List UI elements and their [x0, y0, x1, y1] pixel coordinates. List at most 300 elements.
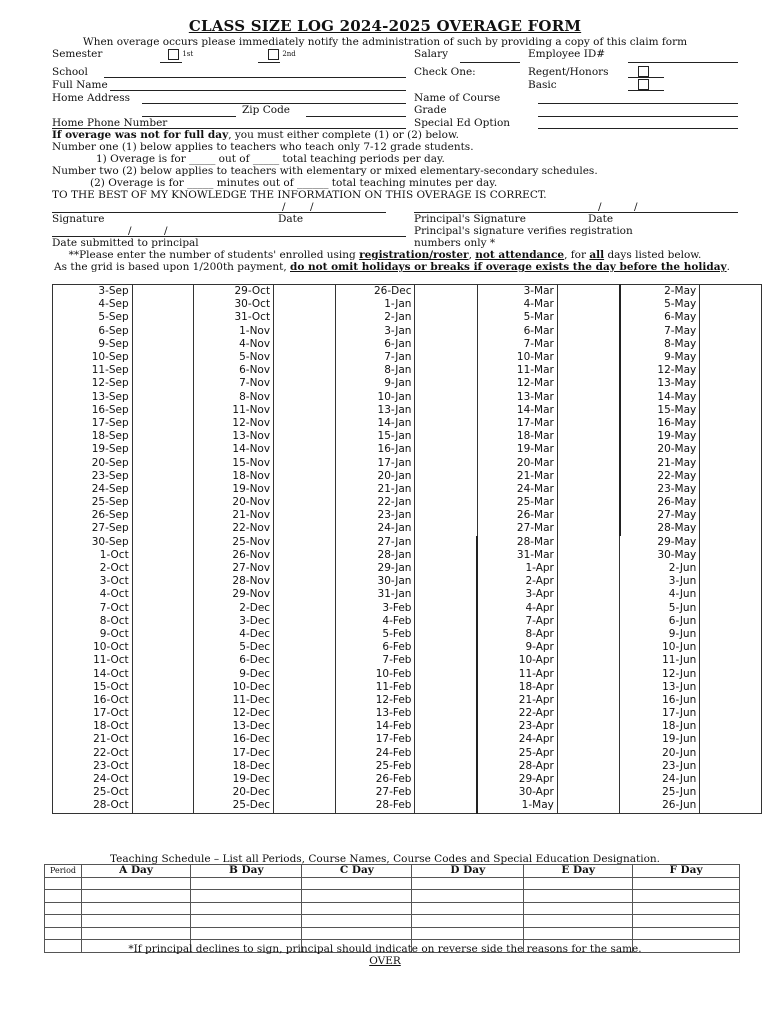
- grid-entry-cell[interactable]: [132, 681, 194, 694]
- grid-entry-cell[interactable]: [132, 404, 194, 417]
- sem2-label: 2nd: [282, 50, 296, 58]
- grid-date-cell: 25-Mar: [477, 496, 557, 509]
- schedule-cell[interactable]: [302, 890, 412, 903]
- grid-entry-cell[interactable]: [274, 285, 336, 299]
- grid-date-cell: 25-Sep: [53, 496, 133, 509]
- grid-date-cell: 15-Nov: [194, 456, 274, 469]
- school-line[interactable]: [104, 77, 406, 78]
- grid-entry-cell[interactable]: [557, 628, 619, 641]
- grid-entry-cell[interactable]: [274, 667, 336, 680]
- sped-line[interactable]: [538, 128, 738, 129]
- sig-date-slash-2: /: [310, 201, 314, 213]
- grid-entry-cell[interactable]: [415, 760, 477, 773]
- grid-entry-cell[interactable]: [557, 588, 619, 601]
- grid-date-cell: 13-Jun: [620, 681, 700, 694]
- grid-entry-cell[interactable]: [557, 549, 619, 562]
- grid-date-cell: 7-Jan: [335, 351, 415, 364]
- grid-entry-cell[interactable]: [415, 456, 477, 469]
- grid-entry-cell[interactable]: [415, 720, 477, 733]
- grid-entry-cell[interactable]: [415, 496, 477, 509]
- grid-entry-cell[interactable]: [700, 549, 762, 562]
- schedule-cell[interactable]: [302, 877, 412, 890]
- grid-entry-cell[interactable]: [557, 667, 619, 680]
- grid-entry-cell[interactable]: [557, 747, 619, 760]
- grid-entry-cell[interactable]: [132, 325, 194, 338]
- grid-entry-cell[interactable]: [557, 351, 619, 364]
- schedule-cell[interactable]: [633, 915, 740, 928]
- grid-entry-cell[interactable]: [557, 391, 619, 404]
- grid-entry-cell[interactable]: [557, 720, 619, 733]
- grid-entry-cell[interactable]: [415, 443, 477, 456]
- grid-entry-cell[interactable]: [132, 536, 194, 549]
- grid-entry-cell[interactable]: [700, 404, 762, 417]
- schedule-cell[interactable]: [524, 877, 633, 890]
- grid-entry-cell[interactable]: [557, 364, 619, 377]
- grid-entry-cell[interactable]: [557, 311, 619, 324]
- schedule-cell[interactable]: [524, 902, 633, 915]
- checkbox-icon[interactable]: [268, 49, 279, 60]
- regent-line: [628, 77, 664, 78]
- grid-entry-cell[interactable]: [132, 760, 194, 773]
- grid-entry-cell[interactable]: [700, 760, 762, 773]
- grid-entry-cell[interactable]: [700, 509, 762, 522]
- grid-entry-cell[interactable]: [132, 575, 194, 588]
- grid-entry-cell[interactable]: [415, 602, 477, 615]
- grid-entry-cell[interactable]: [415, 786, 477, 799]
- grid-entry-cell[interactable]: [557, 430, 619, 443]
- grid-entry-cell[interactable]: [700, 338, 762, 351]
- grid-entry-cell[interactable]: [700, 391, 762, 404]
- grid-entry-cell[interactable]: [132, 377, 194, 390]
- grid-entry-cell[interactable]: [274, 747, 336, 760]
- grid-date-cell: 14-Mar: [477, 404, 557, 417]
- grid-entry-cell[interactable]: [557, 443, 619, 456]
- grid-entry-cell[interactable]: [557, 456, 619, 469]
- grid-date-cell: 26-May: [620, 496, 700, 509]
- instruction-line-2: Number one (1) below applies to teachers who teach only 7-12 grade students.: [52, 141, 474, 153]
- home-address-label: Home Address: [52, 92, 131, 104]
- grid-entry-cell[interactable]: [274, 298, 336, 311]
- period-cell[interactable]: [45, 902, 82, 915]
- grid-entry-cell[interactable]: [557, 470, 619, 483]
- grid-entry-cell[interactable]: [274, 536, 336, 549]
- grid-entry-cell[interactable]: [415, 391, 477, 404]
- grid-entry-cell[interactable]: [415, 377, 477, 390]
- semester-1-option[interactable]: [168, 48, 193, 62]
- grid-entry-cell[interactable]: [274, 654, 336, 667]
- grade-line[interactable]: [538, 116, 738, 117]
- grid-date-cell: 27-Jan: [335, 536, 415, 549]
- schedule-cell[interactable]: [82, 877, 191, 890]
- grid-entry-cell[interactable]: [557, 654, 619, 667]
- grid-entry-cell[interactable]: [274, 641, 336, 654]
- grid-entry-cell[interactable]: [132, 720, 194, 733]
- grid-entry-cell[interactable]: [700, 285, 762, 299]
- grid-entry-cell[interactable]: [132, 786, 194, 799]
- grid-entry-cell[interactable]: [132, 654, 194, 667]
- grid-entry-cell[interactable]: [415, 483, 477, 496]
- grid-entry-cell[interactable]: [415, 747, 477, 760]
- grid-entry-cell[interactable]: [700, 351, 762, 364]
- grid-entry-cell[interactable]: [700, 720, 762, 733]
- grid-date-cell: 30-Oct: [194, 298, 274, 311]
- grid-entry-cell[interactable]: [132, 522, 194, 535]
- grid-entry-cell[interactable]: [274, 575, 336, 588]
- grid-date-cell: 16-Jan: [335, 443, 415, 456]
- schedule-cell[interactable]: [191, 915, 302, 928]
- schedule-cell[interactable]: [412, 877, 524, 890]
- schedule-row: [45, 915, 740, 928]
- grid-entry-cell[interactable]: [700, 298, 762, 311]
- grid-entry-cell[interactable]: [415, 522, 477, 535]
- course-line[interactable]: [538, 103, 738, 104]
- grid-entry-cell[interactable]: [274, 522, 336, 535]
- grid-entry-cell[interactable]: [557, 522, 619, 535]
- grid-entry-cell[interactable]: [274, 311, 336, 324]
- grid-date-cell: 11-Mar: [477, 364, 557, 377]
- grid-entry-cell[interactable]: [415, 694, 477, 707]
- grid-entry-cell[interactable]: [274, 602, 336, 615]
- grid-date-cell: 16-Oct: [53, 694, 133, 707]
- schedule-cell[interactable]: [633, 902, 740, 915]
- grid-entry-cell[interactable]: [274, 628, 336, 641]
- grid-entry-cell[interactable]: [274, 786, 336, 799]
- grid-entry-cell[interactable]: [700, 602, 762, 615]
- grid-entry-cell[interactable]: [557, 298, 619, 311]
- grid-entry-cell[interactable]: [700, 575, 762, 588]
- grid-entry-cell[interactable]: [700, 470, 762, 483]
- grid-entry-cell[interactable]: [557, 483, 619, 496]
- grid-entry-cell[interactable]: [415, 654, 477, 667]
- grid-entry-cell[interactable]: [700, 681, 762, 694]
- grid-entry-cell[interactable]: [415, 799, 477, 813]
- grid-entry-cell[interactable]: [415, 681, 477, 694]
- semester-label: Semester: [52, 48, 103, 60]
- grid-entry-cell[interactable]: [700, 496, 762, 509]
- grid-entry-cell[interactable]: [700, 483, 762, 496]
- period-cell[interactable]: [45, 877, 82, 890]
- employee-id-label: Employee ID#: [528, 48, 606, 60]
- grid-entry-cell[interactable]: [132, 417, 194, 430]
- checkbox-icon[interactable]: [168, 49, 179, 60]
- grid-entry-cell[interactable]: [274, 799, 336, 813]
- schedule-cell[interactable]: [412, 915, 524, 928]
- grid-entry-cell[interactable]: [557, 641, 619, 654]
- grid-entry-cell[interactable]: [557, 562, 619, 575]
- grid-entry-cell[interactable]: [557, 786, 619, 799]
- grid-entry-cell[interactable]: [132, 496, 194, 509]
- schedule-cell[interactable]: [412, 902, 524, 915]
- grid-entry-cell[interactable]: [132, 338, 194, 351]
- full-name-line[interactable]: [110, 90, 406, 91]
- schedule-cell[interactable]: [302, 927, 412, 940]
- grid-entry-cell[interactable]: [132, 443, 194, 456]
- salary-line[interactable]: [460, 62, 520, 63]
- grid-entry-cell[interactable]: [415, 536, 477, 549]
- grid-date-cell: 10-Apr: [477, 654, 557, 667]
- grid-entry-cell[interactable]: [700, 773, 762, 786]
- schedule-cell[interactable]: [412, 927, 524, 940]
- schedule-cell[interactable]: [82, 890, 191, 903]
- grid-entry-cell[interactable]: [700, 536, 762, 549]
- grid-entry-cell[interactable]: [132, 298, 194, 311]
- grid-entry-cell[interactable]: [274, 351, 336, 364]
- grid-entry-cell[interactable]: [557, 377, 619, 390]
- grid-entry-cell[interactable]: [274, 430, 336, 443]
- grid-entry-cell[interactable]: [557, 681, 619, 694]
- grid-entry-cell[interactable]: [274, 707, 336, 720]
- grid-date-cell: 18-Dec: [194, 760, 274, 773]
- grid-entry-cell[interactable]: [274, 588, 336, 601]
- grid-entry-cell[interactable]: [274, 443, 336, 456]
- grid-entry-cell[interactable]: [415, 509, 477, 522]
- grid-date-cell: 25-Nov: [194, 536, 274, 549]
- grid-entry-cell[interactable]: [274, 760, 336, 773]
- grid-entry-cell[interactable]: [274, 681, 336, 694]
- grid-entry-cell[interactable]: [415, 351, 477, 364]
- grid-entry-cell[interactable]: [557, 575, 619, 588]
- grid-entry-cell[interactable]: [274, 720, 336, 733]
- schedule-cell[interactable]: [633, 890, 740, 903]
- grid-entry-cell[interactable]: [274, 496, 336, 509]
- period-cell[interactable]: [45, 927, 82, 940]
- grid-entry-cell[interactable]: [700, 786, 762, 799]
- grid-entry-cell[interactable]: [700, 628, 762, 641]
- grid-entry-cell[interactable]: [132, 667, 194, 680]
- grid-entry-cell[interactable]: [700, 707, 762, 720]
- grid-entry-cell[interactable]: [415, 549, 477, 562]
- grid-entry-cell[interactable]: [415, 404, 477, 417]
- grid-entry-cell[interactable]: [700, 654, 762, 667]
- grid-entry-cell[interactable]: [700, 456, 762, 469]
- grid-entry-cell[interactable]: [415, 338, 477, 351]
- grid-entry-cell[interactable]: [415, 667, 477, 680]
- employee-id-line[interactable]: [628, 62, 738, 63]
- schedule-cell[interactable]: [191, 927, 302, 940]
- grid-entry-cell[interactable]: [274, 694, 336, 707]
- grid-entry-cell[interactable]: [557, 733, 619, 746]
- grid-entry-cell[interactable]: [415, 417, 477, 430]
- grid-entry-cell[interactable]: [415, 430, 477, 443]
- grid-entry-cell[interactable]: [700, 364, 762, 377]
- grid-entry-cell[interactable]: [415, 733, 477, 746]
- grid-entry-cell[interactable]: [415, 325, 477, 338]
- schedule-cell[interactable]: [302, 902, 412, 915]
- grid-entry-cell[interactable]: [700, 325, 762, 338]
- grid-entry-cell[interactable]: [557, 773, 619, 786]
- grid-entry-cell[interactable]: [132, 733, 194, 746]
- grid-date-cell: 6-Mar: [477, 325, 557, 338]
- grid-date-cell: 13-Mar: [477, 391, 557, 404]
- grid-entry-cell[interactable]: [415, 364, 477, 377]
- grid-date-cell: 18-Sep: [53, 430, 133, 443]
- schedule-cell[interactable]: [82, 902, 191, 915]
- grid-entry-cell[interactable]: [700, 430, 762, 443]
- grid-entry-cell[interactable]: [415, 470, 477, 483]
- grid-entry-cell[interactable]: [415, 615, 477, 628]
- grid-date-cell: 27-May: [620, 509, 700, 522]
- grid-entry-cell[interactable]: [274, 391, 336, 404]
- grid-entry-cell[interactable]: [557, 707, 619, 720]
- schedule-cell[interactable]: [302, 915, 412, 928]
- grid-entry-cell[interactable]: [700, 443, 762, 456]
- grid-entry-cell[interactable]: [700, 417, 762, 430]
- grid-entry-cell[interactable]: [132, 707, 194, 720]
- grid-entry-cell[interactable]: [415, 707, 477, 720]
- grid-entry-cell[interactable]: [557, 615, 619, 628]
- grid-date-cell: 22-Nov: [194, 522, 274, 535]
- grid-entry-cell[interactable]: [700, 311, 762, 324]
- grid-entry-cell[interactable]: [132, 588, 194, 601]
- grid-date-cell: 7-May: [620, 325, 700, 338]
- grid-entry-cell[interactable]: [132, 799, 194, 813]
- zip-line[interactable]: [306, 116, 406, 117]
- grid-entry-cell[interactable]: [700, 667, 762, 680]
- note-1d: not attendance: [475, 249, 565, 261]
- checkbox-icon[interactable]: [638, 79, 649, 90]
- grid-entry-cell[interactable]: [132, 747, 194, 760]
- grid-entry-cell[interactable]: [415, 628, 477, 641]
- grid-entry-cell[interactable]: [700, 522, 762, 535]
- grid-entry-cell[interactable]: [132, 430, 194, 443]
- grid-entry-cell[interactable]: [557, 694, 619, 707]
- grid-row: [53, 667, 762, 680]
- grid-entry-cell[interactable]: [557, 417, 619, 430]
- grid-entry-cell[interactable]: [132, 391, 194, 404]
- grid-entry-cell[interactable]: [274, 549, 336, 562]
- grid-row: [53, 575, 762, 588]
- schedule-cell[interactable]: [82, 927, 191, 940]
- grid-row: [53, 799, 762, 813]
- grid-entry-cell[interactable]: [274, 509, 336, 522]
- grid-entry-cell[interactable]: [274, 364, 336, 377]
- schedule-cell[interactable]: [191, 902, 302, 915]
- grid-entry-cell[interactable]: [415, 311, 477, 324]
- grid-entry-cell[interactable]: [415, 575, 477, 588]
- grid-entry-cell[interactable]: [274, 562, 336, 575]
- semester-2-option[interactable]: [268, 48, 296, 62]
- grid-date-cell: 13-Feb: [335, 707, 415, 720]
- instruction-bold: If overage was not for full day: [52, 129, 229, 141]
- grid-entry-cell[interactable]: [132, 470, 194, 483]
- grid-entry-cell[interactable]: [557, 338, 619, 351]
- grid-entry-cell[interactable]: [132, 615, 194, 628]
- grid-entry-cell[interactable]: [557, 404, 619, 417]
- grid-date-cell: 15-Oct: [53, 681, 133, 694]
- grid-entry-cell[interactable]: [132, 483, 194, 496]
- grid-entry-cell[interactable]: [700, 799, 762, 813]
- grid-entry-cell[interactable]: [132, 509, 194, 522]
- grid-entry-cell[interactable]: [557, 496, 619, 509]
- schedule-cell[interactable]: [633, 877, 740, 890]
- grid-entry-cell[interactable]: [132, 628, 194, 641]
- grid-entry-cell[interactable]: [274, 338, 336, 351]
- grid-entry-cell[interactable]: [132, 641, 194, 654]
- grid-entry-cell[interactable]: [557, 602, 619, 615]
- grid-date-cell: 1-Jan: [335, 298, 415, 311]
- schedule-cell[interactable]: [524, 915, 633, 928]
- grid-entry-cell[interactable]: [132, 311, 194, 324]
- grid-entry-cell[interactable]: [700, 641, 762, 654]
- grid-entry-cell[interactable]: [274, 470, 336, 483]
- grid-entry-cell[interactable]: [132, 549, 194, 562]
- schedule-cell[interactable]: [82, 915, 191, 928]
- grid-date-cell: 1-Nov: [194, 325, 274, 338]
- grid-entry-cell[interactable]: [274, 456, 336, 469]
- schedule-cell[interactable]: [633, 927, 740, 940]
- grid-entry-cell[interactable]: [700, 377, 762, 390]
- grid-entry-cell[interactable]: [132, 364, 194, 377]
- grid-entry-cell[interactable]: [274, 733, 336, 746]
- schedule-cell[interactable]: [191, 877, 302, 890]
- grid-entry-cell[interactable]: [132, 456, 194, 469]
- grid-entry-cell[interactable]: [274, 404, 336, 417]
- grid-entry-cell[interactable]: [132, 602, 194, 615]
- grid-entry-cell[interactable]: [700, 747, 762, 760]
- grid-entry-cell[interactable]: [557, 509, 619, 522]
- checkbox-icon[interactable]: [638, 66, 649, 77]
- schedule-cell[interactable]: [412, 890, 524, 903]
- grid-date-cell: 28-Feb: [335, 799, 415, 813]
- grid-entry-cell[interactable]: [132, 562, 194, 575]
- grid-entry-cell[interactable]: [132, 351, 194, 364]
- grid-entry-cell[interactable]: [415, 641, 477, 654]
- grid-entry-cell[interactable]: [557, 799, 619, 813]
- schedule-cell[interactable]: [191, 890, 302, 903]
- grid-date-cell: 30-Sep: [53, 536, 133, 549]
- grid-entry-cell[interactable]: [415, 773, 477, 786]
- grid-entry-cell[interactable]: [700, 694, 762, 707]
- grid-entry-cell[interactable]: [132, 773, 194, 786]
- grid-entry-cell[interactable]: [274, 615, 336, 628]
- grid-date-cell: 6-Feb: [335, 641, 415, 654]
- schedule-cell[interactable]: [524, 890, 633, 903]
- schedule-day-header: E Day: [524, 865, 633, 878]
- grid-entry-cell[interactable]: [700, 588, 762, 601]
- grid-entry-cell[interactable]: [415, 298, 477, 311]
- grid-entry-cell[interactable]: [415, 285, 477, 299]
- grid-entry-cell[interactable]: [132, 285, 194, 299]
- grid-entry-cell[interactable]: [557, 536, 619, 549]
- grid-entry-cell[interactable]: [274, 417, 336, 430]
- grid-entry-cell[interactable]: [557, 325, 619, 338]
- grid-date-cell: 11-Dec: [194, 694, 274, 707]
- grid-entry-cell[interactable]: [415, 588, 477, 601]
- period-cell[interactable]: [45, 915, 82, 928]
- grid-entry-cell[interactable]: [700, 733, 762, 746]
- grid-entry-cell[interactable]: [415, 562, 477, 575]
- grid-entry-cell[interactable]: [274, 377, 336, 390]
- date-submitted-label: Date submitted to principal: [52, 237, 199, 249]
- grid-entry-cell[interactable]: [557, 285, 619, 299]
- grid-entry-cell[interactable]: [700, 562, 762, 575]
- principal-signature-label: Principal's Signature: [414, 213, 526, 225]
- grid-date-cell: 24-Jan: [335, 522, 415, 535]
- grid-entry-cell[interactable]: [274, 483, 336, 496]
- grid-entry-cell[interactable]: [557, 760, 619, 773]
- grid-entry-cell[interactable]: [274, 773, 336, 786]
- grid-entry-cell[interactable]: [132, 694, 194, 707]
- schedule-cell[interactable]: [524, 927, 633, 940]
- grid-date-cell: 22-May: [620, 470, 700, 483]
- grid-entry-cell[interactable]: [274, 325, 336, 338]
- grid-date-cell: 27-Nov: [194, 562, 274, 575]
- form-title: CLASS SIZE LOG 2024-2025 OVERAGE FORM: [188, 17, 582, 35]
- grid-entry-cell[interactable]: [700, 615, 762, 628]
- period-cell[interactable]: [45, 890, 82, 903]
- grid-date-cell: 12-Dec: [194, 707, 274, 720]
- grid-row: [53, 430, 762, 443]
